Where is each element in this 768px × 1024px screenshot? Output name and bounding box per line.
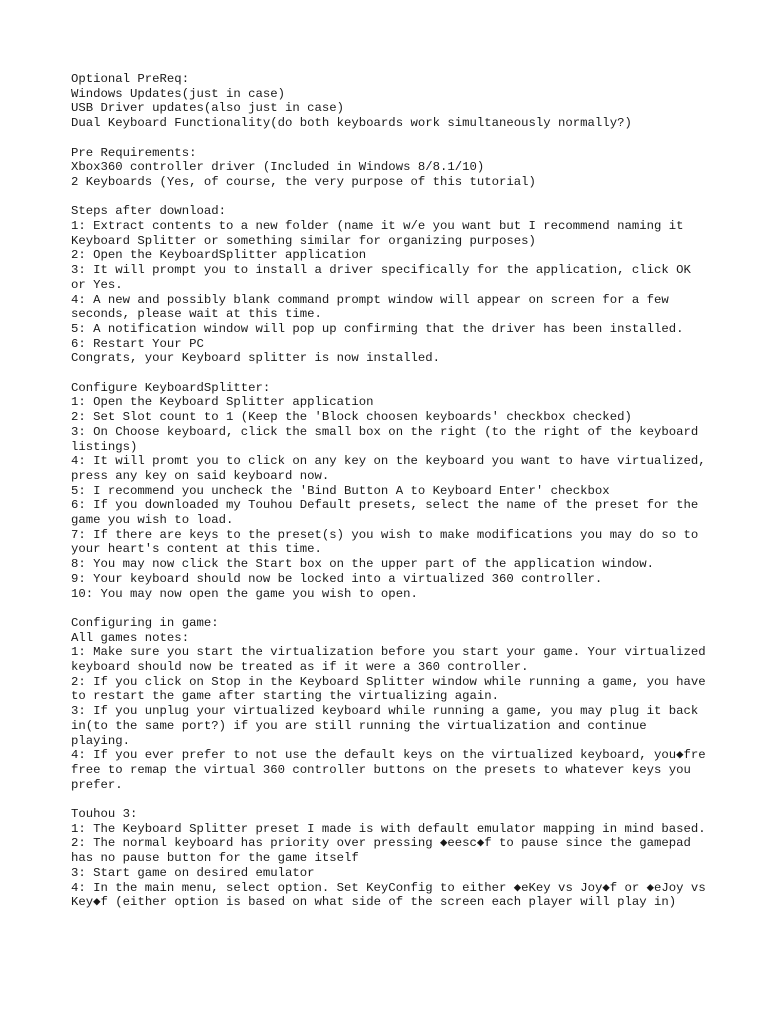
step-item: 9: Your keyboard should now be locked into a virtualized 360 controller. <box>71 571 603 586</box>
section-heading: Pre Requirements: <box>71 145 197 160</box>
text-line: USB Driver updates(also just in case) <box>71 101 345 116</box>
step-item: 3: It will prompt you to install a driver specifically for the application, click OK or Yes. <box>71 263 699 292</box>
text-line: Windows Updates(just in case) <box>71 86 286 101</box>
section-configure-keyboardsplitter <box>71 380 714 602</box>
text-line: Dual Keyboard Functionality(do both keyboards work simultaneously normally?) <box>71 116 632 131</box>
section-heading: Optional PreReq: <box>71 72 190 86</box>
step-item: 4: It will promt you to click on any key on the keyboard you want to have virtualized, press any key on said keyboard now. <box>71 454 714 483</box>
section-pre-requirements <box>71 146 711 190</box>
step-item: 4: If you ever prefer to not use the default keys on the virtualized keyboard, you◆fre free to remap the virtual 360 controller buttons on the presets to whatever keys you prefer. <box>71 748 714 792</box>
subsection-heading: All games notes: <box>71 630 190 645</box>
step-item: 1: Extract contents to a new folder (name it w/e you want but I recommend naming it Keyboard Splitter or something similar for organizing purposes) <box>71 219 691 248</box>
step-item: 1: The Keyboard Splitter preset I made is with default emulator mapping in mind based. <box>71 821 706 836</box>
step-item: 2: The normal keyboard has priority over pressing ◆eesc◆f to pause since the gamepad has no pause button for the game itself <box>71 836 699 866</box>
section-heading: Touhou 3: <box>71 807 138 822</box>
step-item: 1: Open the Keyboard Splitter application <box>71 395 374 410</box>
step-item: 1: Make sure you start the virtualization before you start your game. Your virtualized keyboard should now be treated as if it were a 360 controller. <box>71 645 714 675</box>
section-steps-after-download <box>71 204 711 366</box>
section-touhou-3 <box>71 807 714 910</box>
step-item: 6: Restart Your PC <box>71 336 204 351</box>
step-item: 4: A new and possibly blank command prompt window will appear on screen for a few seconds, please wait at this time. <box>71 292 677 322</box>
section-configuring-in-game <box>71 615 714 792</box>
text-line: Xbox360 controller driver (Included in Windows 8/8.1/10) <box>71 160 485 175</box>
step-item: 2: If you click on Stop in the Keyboard Splitter window while running a game, you have to restart the game after starting the virtualizing again. <box>71 674 714 704</box>
section-optional-prereq <box>71 72 711 131</box>
step-item: 2: Set Slot count to 1 (Keep the 'Block choosen keyboards' checkbox checked) <box>71 410 632 425</box>
step-item: 5: A notification window will pop up confirming that the driver has been installed. <box>71 321 684 336</box>
step-item: 4: In the main menu, select option. Set KeyConfig to either ◆eKey vs Joy◆f or ◆eJoy vs Key◆f (either option is based on what side of the screen each player will play in) <box>71 880 714 910</box>
section-heading: Configuring in game: <box>71 615 219 630</box>
step-item: 3: Start game on desired emulator <box>71 865 315 880</box>
text-line: 2 Keyboards (Yes, of course, the very purpose of this tutorial) <box>71 174 536 189</box>
step-item: 3: If you unplug your virtualized keyboard while running a game, you may plug it back in(to the same port?) if you are still running the virtualization and continue playing. <box>71 704 706 748</box>
step-item: 7: If there are keys to the preset(s) you wish to make modifications you may do so to your heart's content at this time. <box>71 527 706 557</box>
step-item: 2: Open the KeyboardSplitter application <box>71 248 367 263</box>
text-line: Congrats, your Keyboard splitter is now installed. <box>71 351 440 366</box>
step-item: 5: I recommend you uncheck the 'Bind Button A to Keyboard Enter' checkbox <box>71 483 610 498</box>
step-item: 8: You may now click the Start box on the upper part of the application window. <box>71 557 654 572</box>
document-page <box>71 72 714 925</box>
step-item: 6: If you downloaded my Touhou Default presets, select the name of the preset for the game you wish to load. <box>71 498 706 528</box>
section-heading: Steps after download: <box>71 204 226 219</box>
step-item: 3: On Choose keyboard, click the small box on the right (to the right of the keyboard listings) <box>71 424 706 454</box>
section-heading: Configure KeyboardSplitter: <box>71 380 271 395</box>
step-item: 10: You may now open the game you wish to open. <box>71 586 418 601</box>
